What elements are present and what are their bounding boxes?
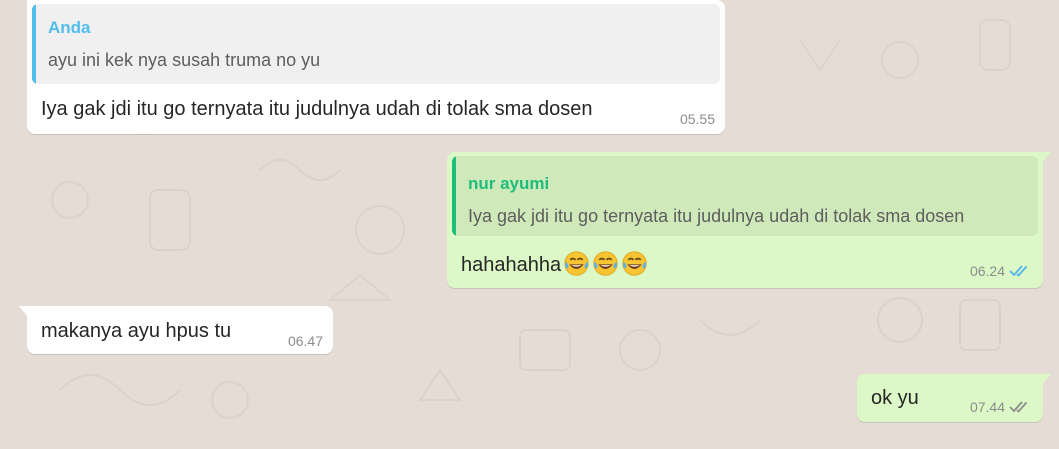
bubble-tail xyxy=(1041,152,1051,164)
message-text: ok yu xyxy=(871,387,919,409)
quote-text: ayu ini kek nya susah truma no yu xyxy=(48,50,321,70)
timestamp-text: 05.55 xyxy=(679,111,715,127)
message-timestamp xyxy=(970,399,1031,415)
quote-accent-bar xyxy=(32,4,36,84)
message-bubble-incoming[interactable] xyxy=(27,306,333,354)
message-bubble-outgoing[interactable] xyxy=(447,152,1043,288)
quoted-message[interactable] xyxy=(452,156,1038,236)
message-bubble-outgoing[interactable] xyxy=(857,374,1043,422)
message-text xyxy=(461,250,648,277)
message-timestamp xyxy=(970,263,1031,279)
face-with-tears-of-joy-emoji-icon xyxy=(592,250,619,277)
bubble-tail xyxy=(19,306,29,318)
quote-accent-bar xyxy=(452,156,456,236)
message-text-content: hahahahha xyxy=(461,254,562,276)
timestamp-text: 06.24 xyxy=(969,263,1005,279)
timestamp-text: 06.47 xyxy=(287,333,323,349)
message-text: makanya ayu hpus tu xyxy=(41,320,232,342)
message-text: Iya gak jdi itu go ternyata itu judulnya udah di tolak sma dosen xyxy=(41,98,593,120)
face-with-tears-of-joy-emoji-icon xyxy=(621,250,648,277)
quote-text: Iya gak jdi itu go ternyata itu judulnya udah di tolak sma dosen xyxy=(468,206,965,226)
quote-author: Anda xyxy=(48,18,91,37)
double-check-delivered-icon xyxy=(1009,400,1031,414)
message-timestamp xyxy=(288,333,323,349)
bubble-tail xyxy=(1041,374,1051,386)
double-check-read-icon xyxy=(1009,264,1031,278)
message-bubble-incoming[interactable] xyxy=(27,0,725,134)
message-timestamp xyxy=(680,111,715,127)
quoted-message[interactable] xyxy=(32,4,720,84)
timestamp-text: 07.44 xyxy=(969,399,1005,415)
quote-author: nur ayumi xyxy=(468,174,550,193)
face-with-tears-of-joy-emoji-icon xyxy=(563,250,590,277)
